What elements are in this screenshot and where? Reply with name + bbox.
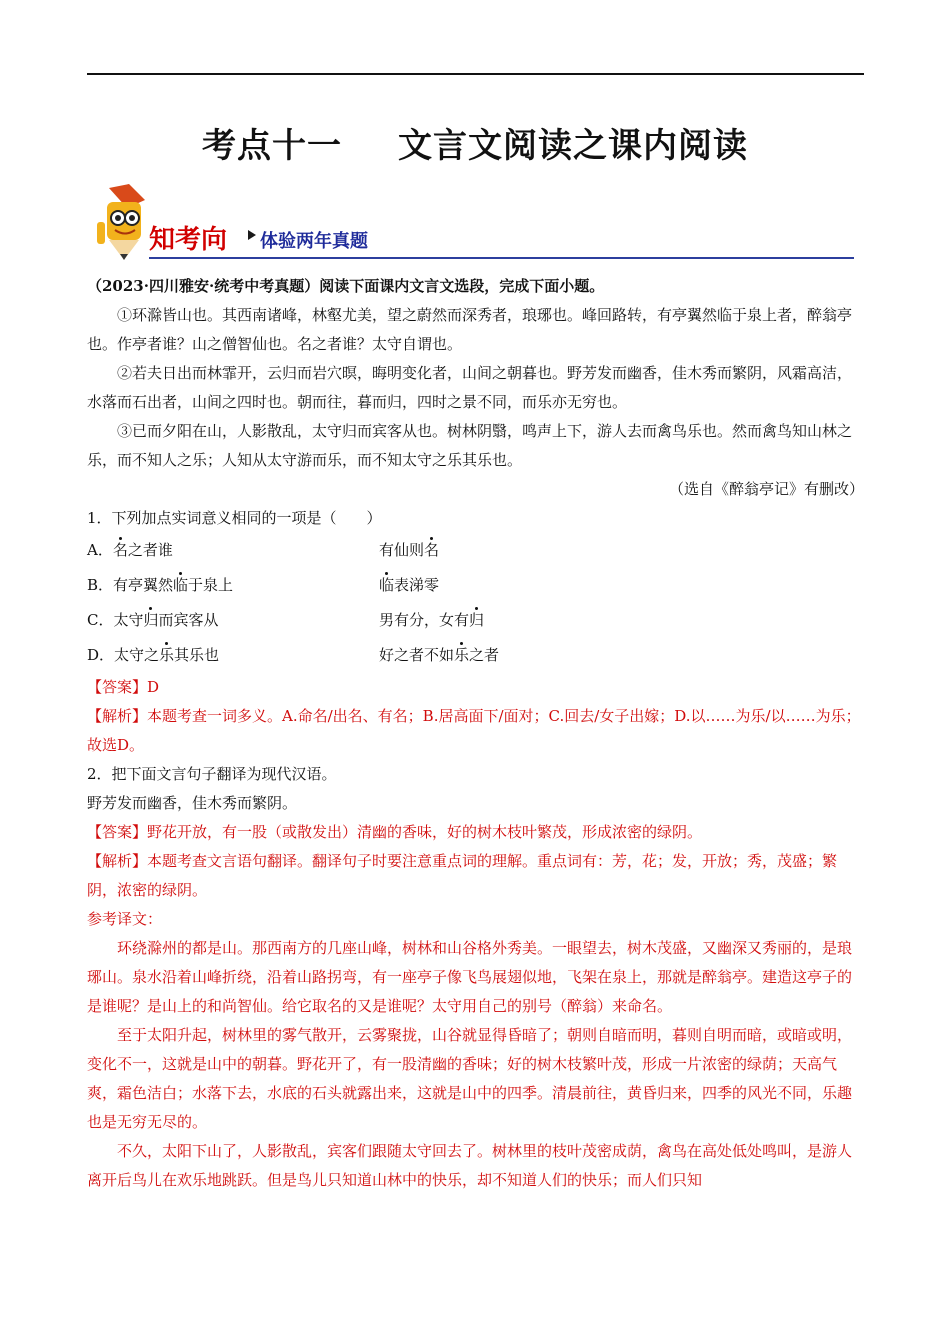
q1-option-d: D．太守之乐其乐也 好之者不如乐之者 — [87, 638, 864, 673]
passage-paragraph: ①环滁皆山也。其西南诸峰，林壑尤美，望之蔚然而深秀者，琅琊也。峰回路转，有亭翼然临于泉上者，醉翁亭也。作亭者谁？山之僧智仙也。名之者谁？太守自谓也。 — [87, 306, 853, 353]
q1-stem: 1．下列加点实词意义相同的一项是（ ） — [87, 509, 382, 527]
translation-paragraph: 不久，太阳下山了，人影散乱，宾客们跟随太守回去了。树林里的枝叶茂密成荫，禽鸟在高处低处鸣叫，是游人离开后鸟儿在欢乐地跳跃。但是鸟儿只知道山林中的快乐，却不知道人们的快乐；而人们只知 — [87, 1142, 853, 1189]
passage-paragraph: ③已而夕阳在山，人影散乱，太守归而宾客从也。树林阴翳，鸣声上下，游人去而禽鸟乐也。然而禽鸟知山林之乐，而不知人之乐；人知从太守游而乐，而不知太守之乐其乐也。 — [87, 422, 853, 469]
page-title — [0, 118, 950, 167]
page-title-left: 考点十一 — [202, 126, 342, 166]
q2-answer: 【答案】野花开放，有一股（或散发出）清幽的香味，好的树木枝叶繁茂，形成浓密的绿阴。 — [87, 823, 703, 841]
question-intro: （2023·四川雅安·统考中考真题）阅读下面课内文言文选段，完成下面小题。 — [87, 277, 605, 295]
document-body — [87, 272, 864, 1195]
q1-analysis: 【解析】本题考查一词多义。A.命名/出名、有名；B.居高面下/面对；C.回去/女子出嫁；D.以……为乐/以……为乐；故选D。 — [87, 707, 861, 754]
q1-option-b: B．有亭翼然临于泉上 临表涕零 — [87, 568, 864, 603]
translation-heading: 参考译文： — [87, 910, 163, 928]
q2-stem: 2．把下面文言句子翻译为现代汉语。 — [87, 765, 337, 783]
q1-option-c: C．太守归而宾客从 男有分，女有归 — [87, 603, 864, 638]
header-rule — [87, 73, 864, 75]
section-banner — [87, 182, 864, 262]
banner-arrow-icon — [248, 230, 256, 240]
translation-paragraph: 环绕滁州的都是山。那西南方的几座山峰，树林和山谷格外秀美。一眼望去，树木茂盛，又幽深又秀丽的，是琅琊山。泉水沿着山峰折绕，沿着山路拐弯，有一座亭子像飞鸟展翅似地，飞架在泉上，那就是醉翁亭。建造这亭子的是谁呢？是山上的和尚智仙。给它取名的又是谁呢？太守用自己的别号（醉翁）来命名。 — [87, 939, 853, 1015]
q1-answer: 【答案】D — [87, 678, 160, 696]
translation-paragraph: 至于太阳升起，树林里的雾气散开，云雾聚拢，山谷就显得昏暗了；朝则自暗而明，暮则自明而暗，或暗或明，变化不一，这就是山中的朝暮。野花开了，有一股清幽的香味；好的树木枝繁叶茂，形成一片浓密的绿荫；天高气爽，霜色洁白；水落下去，水底的石头就露出来，这就是山中的四季。清晨前往，黄昏归来，四季的风光不同，乐趣也是无穷无尽的。 — [87, 1026, 853, 1131]
page-title-right: 文言文阅读之课内阅读 — [398, 126, 748, 166]
q2-analysis: 【解析】本题考查文言语句翻译。翻译句子时要注意重点词的理解。重点词有：芳，花；发，开放；秀，茂盛；繁阴，浓密的绿阴。 — [87, 852, 838, 899]
banner-underline — [149, 257, 854, 259]
q2-sentence: 野芳发而幽香，佳木秀而繁阴。 — [87, 794, 298, 812]
banner-title: 知考向 — [149, 225, 228, 255]
passage-source: （选自《醉翁亭记》有删改） — [668, 480, 864, 498]
banner-subtitle: 体验两年真题 — [260, 231, 368, 252]
passage-paragraph: ②若夫日出而林霏开，云归而岩穴暝，晦明变化者，山间之朝暮也。野芳发而幽香，佳木秀而繁阴，风霜高洁，水落而石出者，山间之四时也。朝而往，暮而归，四时之景不同，而乐亦无穷也。 — [87, 364, 853, 411]
q1-option-a: A．名之者谁 有仙则名 — [87, 533, 864, 568]
